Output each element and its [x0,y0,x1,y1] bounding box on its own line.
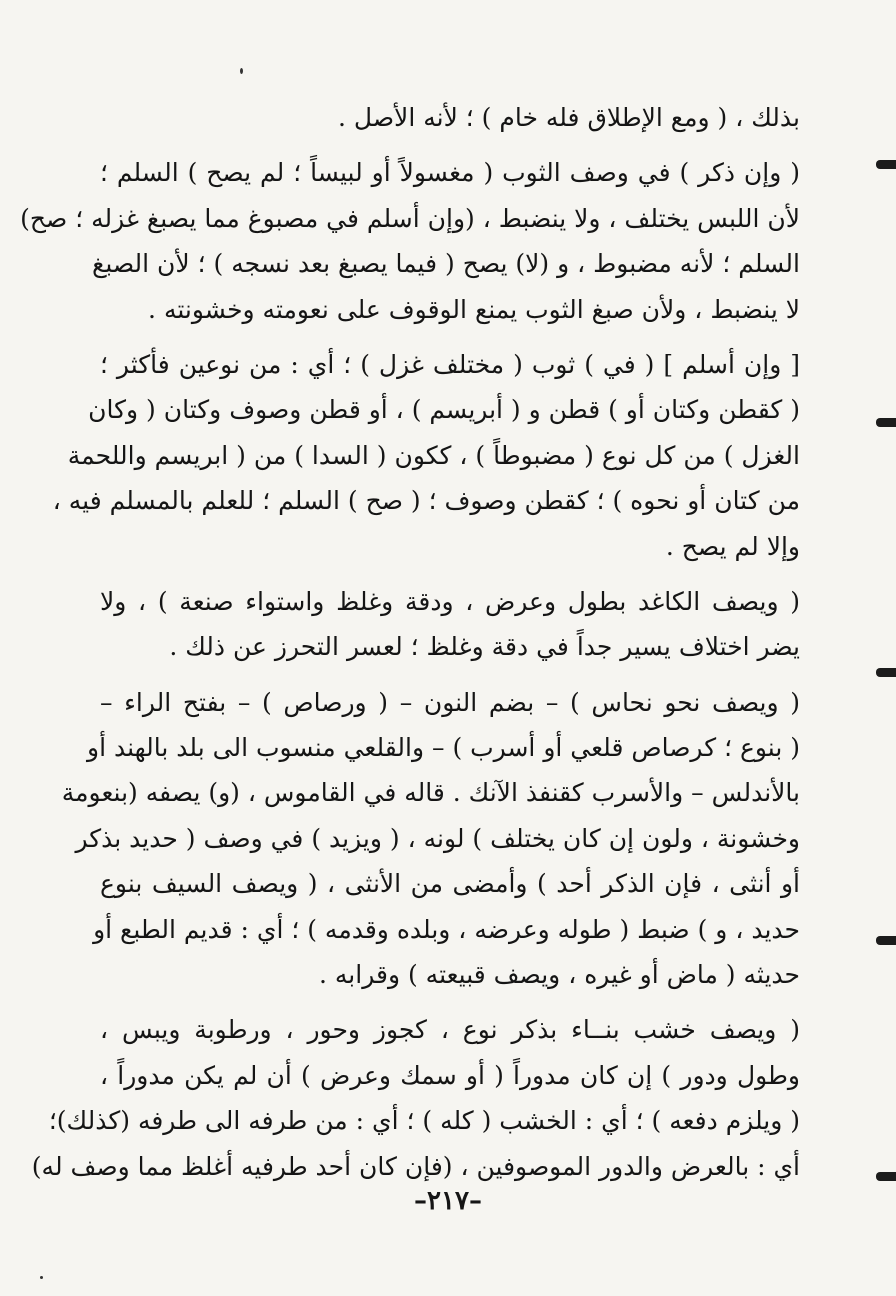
text-line: [ وإن أسلم ] ( في ) ثوب ( مختلف غزل ) ؛ أي : من نوعين فأكثر ؛ [100,349,800,379]
main-text [20,95,800,1189]
text-line: بالأندلس – والأسرب كقنفذ الآنك . قاله في القاموس ، (و) يصفه (بنعومة [61,778,800,808]
scan-edge-mark [876,160,896,169]
text-line: السلم ؛ لأنه مضبوط ، و (لا) يصح ( فيما يصبغ بعد نسجه ) ؛ لأن الصبغ [92,249,800,279]
text-line: من كتان أو نحوه ) ؛ كقطن وصوف ؛ ( صح ) السلم ؛ للعلم بالمسلم فيه ، [52,486,800,516]
text-line: يضر اختلاف يسير جداً في دقة وغلظ ؛ لعسر التحرز عن ذلك . [169,632,800,662]
page-number: –٢١٧– [414,1186,482,1216]
scan-edge-mark [876,418,896,427]
text-line: ( وإن ذكر ) في وصف الثوب ( مغسولاً أو لبيساً ؛ لم يصح ) السلم ؛ [100,158,800,188]
text-line: ( بنوع ؛ كرصاص قلعي أو أسرب ) – والقلعي منسوب الى بلد بالهند أو [87,733,800,763]
scan-edge-mark [876,936,896,945]
text-line: ( ويلزم دفعه ) ؛ أي : الخشب ( كله ) ؛ أي : من طرفه الى طرفه (كذلك)؛ [48,1106,800,1136]
text-line: وخشونة ، ولون إن كان يختلف ) لونه ، ( ويزيد ) في وصف ( حديد بذكر [75,823,800,853]
text-line: الغزل ) من كل نوع ( مضبوطاً ) ، ككون ( السدا ) من ( ابريسم واللحمة [67,440,800,470]
text-line: ( كقطن وكتان أو ) قطن و ( أبريسم ) ، أو قطن وصوف وكتان ( وكان [88,395,800,425]
text-line: ( ويصف خشب بنــاء بذكر نوع ، كجوز وحور ، ورطوبة ويبس ، [100,1015,800,1045]
text-line: لا ينضبط ، ولأن صبغ الثوب يمنع الوقوف على نعومته وخشونته . [148,294,800,324]
text-line: ( ويصف الكاغد بطول وعرض ، ودقة وغلظ واستواء صنعة ) ، ولا [100,586,800,616]
scan-edge-mark [876,1172,896,1181]
text-line: أو أنثى ، فإن الذكر أحد ) وأمضى من الأنثى ، ( ويصف السيف بنوع [100,869,800,899]
text-line: ( ويصف نحو نحاس ) – بضم النون – ( ورصاص ) – بفتح الراء – [100,687,800,717]
text-line: وإلا لم يصح . [665,531,800,561]
text-line: بذلك ، ( ومع الإطلاق فله خام ) ؛ لأنه الأصل . [338,103,800,132]
text-line: حديثه ( ماض أو غيره ، ويصف قبيعته ) وقرابه . [319,960,800,990]
scan-speck [40,1276,43,1279]
text-line: أي : بالعرض والدور الموصوفين ، (فإن كان أحد طرفيه أغلظ مما وصف له) [31,1151,800,1181]
scan-edge-mark [876,668,896,677]
text-line: لأن اللبس يختلف ، ولا ينضبط ، (وإن أسلم في مصبوغ مما يصبغ غزله ؛ صح) [20,203,800,233]
scan-speck [240,68,243,74]
text-line: وطول ودور ) إن كان مدوراً ( أو سمك وعرض ) أن لم يكن مدوراً ، [100,1060,800,1090]
text-line: حديد ، و ) ضبط ( طوله وعرضه ، وبلده وقدمه ) ؛ أي : قديم الطبع أو [93,914,800,944]
